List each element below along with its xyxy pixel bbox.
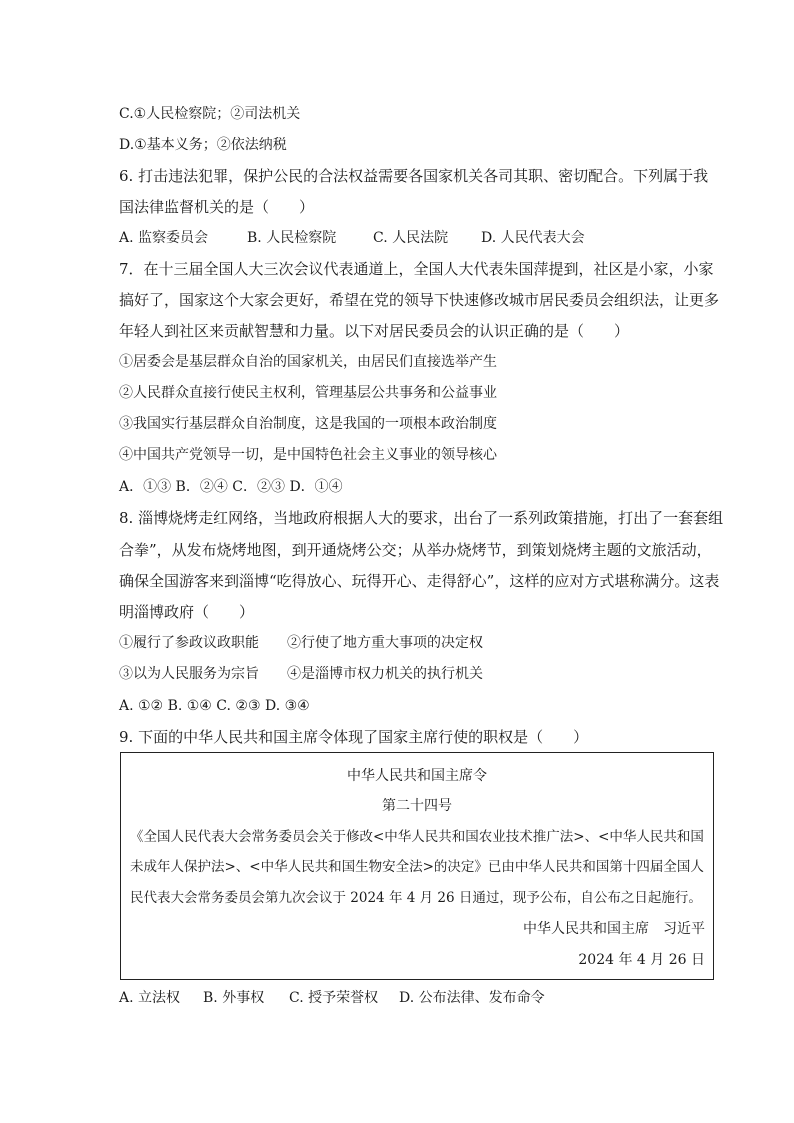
decree-box [120, 752, 714, 980]
q5-option-d: D.①基本义务；②依法纳税 [119, 137, 287, 153]
q8-options: A. ①② B. ①④ C. ②③ D. ③④ [119, 698, 310, 714]
q8-stem-line2: 合拳”，从发布烧烤地图，到开通烧烤公交；从举办烧烤节，到策划烧烤主题的文旅活动， [119, 541, 712, 559]
q9-option-d: D. 公布法律、发布命令 [399, 990, 545, 1006]
q8-stem-line4: 明淄博政府（ ） [119, 603, 255, 621]
q8-statement-1: ①履行了参政议政职能 [119, 635, 259, 651]
q7-statement-1: ①居委会是基层群众自治的国家机关，由居民们直接选举产生 [119, 354, 497, 370]
q8-stem-line1: 8. 淄博烧烤走红网络，当地政府根据人大的要求，出台了一系列政策措施，打出了一套套组 [119, 509, 724, 527]
q6-option-d: D. 人民代表大会 [481, 230, 585, 246]
decree-number: 第二十四号 [382, 798, 452, 814]
q8-statement-3: ③以为人民服务为宗旨 [119, 666, 259, 682]
q6-option-a: A. 监察委员会 [119, 230, 209, 246]
q8-statements-row2 [119, 665, 483, 683]
decree-signature: 中华人民共和国主席 习近平 [523, 921, 705, 937]
q7-stem-line3: 年轻人到社区来贡献智慧和力量。以下对居民委员会的认识正确的是（ ） [119, 322, 630, 340]
decree-body-line3: 民代表大会常务委员会第九次会议于 2024 年 4 月 26 日通过，现予公布，自公布之日起施行。 [130, 890, 702, 906]
decree-body-line2: 未成年人保护法>、<中华人民共和国生物安全法>的决定》已由中华人民共和国第十四届全国人 [130, 859, 704, 875]
decree-date: 2024 年 4 月 26 日 [578, 952, 705, 968]
q8-statements-row1 [119, 634, 483, 652]
q9-option-b: B. 外事权 [203, 990, 265, 1006]
q7-stem-line2: 搞好了，国家这个大家会更好，希望在党的领导下快速修改城市居民委员会组织法，让更多 [119, 291, 720, 309]
q7-statement-3: ③我国实行基层群众自治制度，这是我国的一项根本政治制度 [119, 416, 497, 432]
q8-stem-line3: 确保全国游客来到淄博“吃得放心、玩得开心、走得舒心”，这样的应对方式堪称满分。这表 [119, 572, 720, 590]
q7-statement-2: ②人民群众直接行使民主权利，管理基层公共事务和公益事业 [119, 385, 497, 401]
q6-stem-line1: 6. 打击违法犯罪，保护公民的合法权益需要各国家机关各司其职、密切配合。下列属于我 [119, 167, 709, 185]
q7-stem-line1: 7．在十三届全国人大三次会议代表通道上，全国人大代表朱国萍提到，社区是小家，小家 [119, 260, 714, 278]
decree-body-line1: 《全国人民代表大会常务委员会关于修改<中华人民共和国农业技术推广法>、<中华人民共和国 [130, 829, 704, 845]
decree-title: 中华人民共和国主席令 [347, 768, 487, 784]
q9-options [119, 989, 545, 1007]
q5-option-c: C.①人民检察院；②司法机关 [119, 106, 301, 122]
q6-option-c: C. 人民法院 [373, 230, 449, 246]
q8-statement-4: ④是淄博市权力机关的执行机关 [287, 666, 483, 682]
q9-stem: 9. 下面的中华人民共和国主席令体现了国家主席行使的职权是（ ） [119, 728, 589, 746]
q9-option-a: A. 立法权 [119, 990, 181, 1006]
q8-statement-2: ②行使了地方重大事项的决定权 [287, 635, 483, 651]
q7-options: A．①③ B．②④ C．②③ D．①④ [119, 479, 343, 495]
q6-stem-line2: 国法律监督机关的是（ ） [119, 198, 315, 216]
q6-option-b: B. 人民检察院 [247, 230, 337, 246]
q7-statement-4: ④中国共产党领导一切，是中国特色社会主义事业的领导核心 [119, 447, 497, 463]
q9-option-c: C. 授予荣誉权 [289, 990, 379, 1006]
q6-options [119, 229, 585, 247]
